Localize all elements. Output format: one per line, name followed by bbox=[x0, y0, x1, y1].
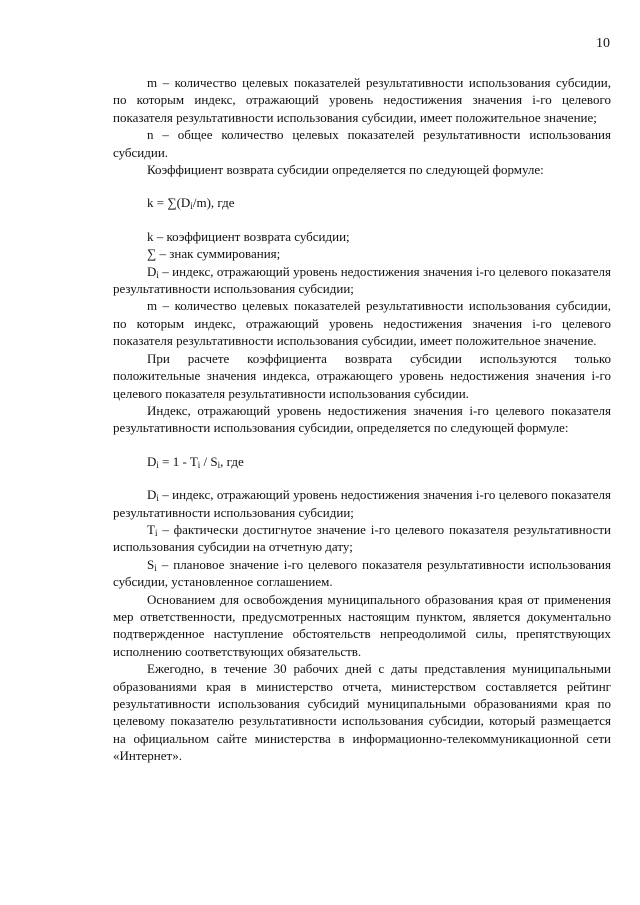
definition-k: k – коэффициент возврата субсидии; bbox=[147, 228, 350, 244]
paragraph-formula-intro: Коэффициент возврата субсидии определяется по следующей формуле: bbox=[147, 162, 544, 178]
definition-ti: $T_i$ – фактически достигнутое значение i-го целевого показателя результативности использования субсидии на отчетную дату; bbox=[113, 521, 611, 555]
paragraph-n-definition: n – общее количество целевых показателей результативности использования субсидии. bbox=[113, 127, 611, 160]
definition-di-2: $D_i$ – индекс, отражающий уровень недостижения значения i-го целевого показателя результативности использования субсидии; bbox=[113, 487, 611, 520]
paragraph-m-definition: m – количество целевых показателей результативности использования субсидии, по которым индекс, отражающий уровень недостижения значения i-го целевого показателя результативности использования субсидии, имеет положительное значение; bbox=[113, 75, 611, 125]
formula-di: $D_i = 1 - T_i / S_i$, где bbox=[147, 453, 244, 470]
paragraph-force-majeure: Основанием для освобождения муниципального образования края от применения мер ответственности, предусмотренных настоящим пунктом, является документально подтвержденное наступление обстоятельств непреодолимой силы, препятствующих исполнению соответствующих обязательств. bbox=[113, 591, 611, 659]
page-number: 10 bbox=[596, 36, 610, 51]
paragraph-rating: Ежегодно, в течение 30 рабочих дней с даты представления муниципальными образованиями края в министерство отчета, министерством составляется рейтинг результативности использования субсидий муниципальными образованиями края по целевому показателю результативности использования субсидии, который размещается на официальном сайте министерства в информационно-телекоммуникационной сети «Интернет». bbox=[113, 661, 611, 764]
document-body bbox=[113, 74, 611, 765]
definition-sum: ∑ – знак суммирования; bbox=[147, 246, 281, 262]
formula-k: $k = \sum(D_i/m)$, где bbox=[147, 195, 235, 212]
definition-di: $D_i$ – индекс, отражающий уровень недостижения значения i-го целевого показателя результативности использования субсидии; bbox=[113, 263, 611, 297]
definition-si: $S_i$ – плановое значение i-го целевого показателя результативности использования субсидии, установленное соглашением. bbox=[113, 556, 611, 590]
paragraph-positive-values: При расчете коэффициента возврата субсидии используются только положительные значения индекса, отражающего уровень недостижения значения i-го целевого показателя результативности использования субсидии. bbox=[113, 350, 611, 401]
paragraph-index-formula-intro: Индекс, отражающий уровень недостижения значения i-го целевого показателя результативности использования субсидии, определяется по следующей формуле: bbox=[113, 402, 611, 436]
definition-m: m – количество целевых показателей результативности использования субсидии, по которым индекс, отражающий уровень недостижения значения i-го целевого показателя результативности использования субсидии, имеет положительное значение. bbox=[113, 298, 611, 349]
